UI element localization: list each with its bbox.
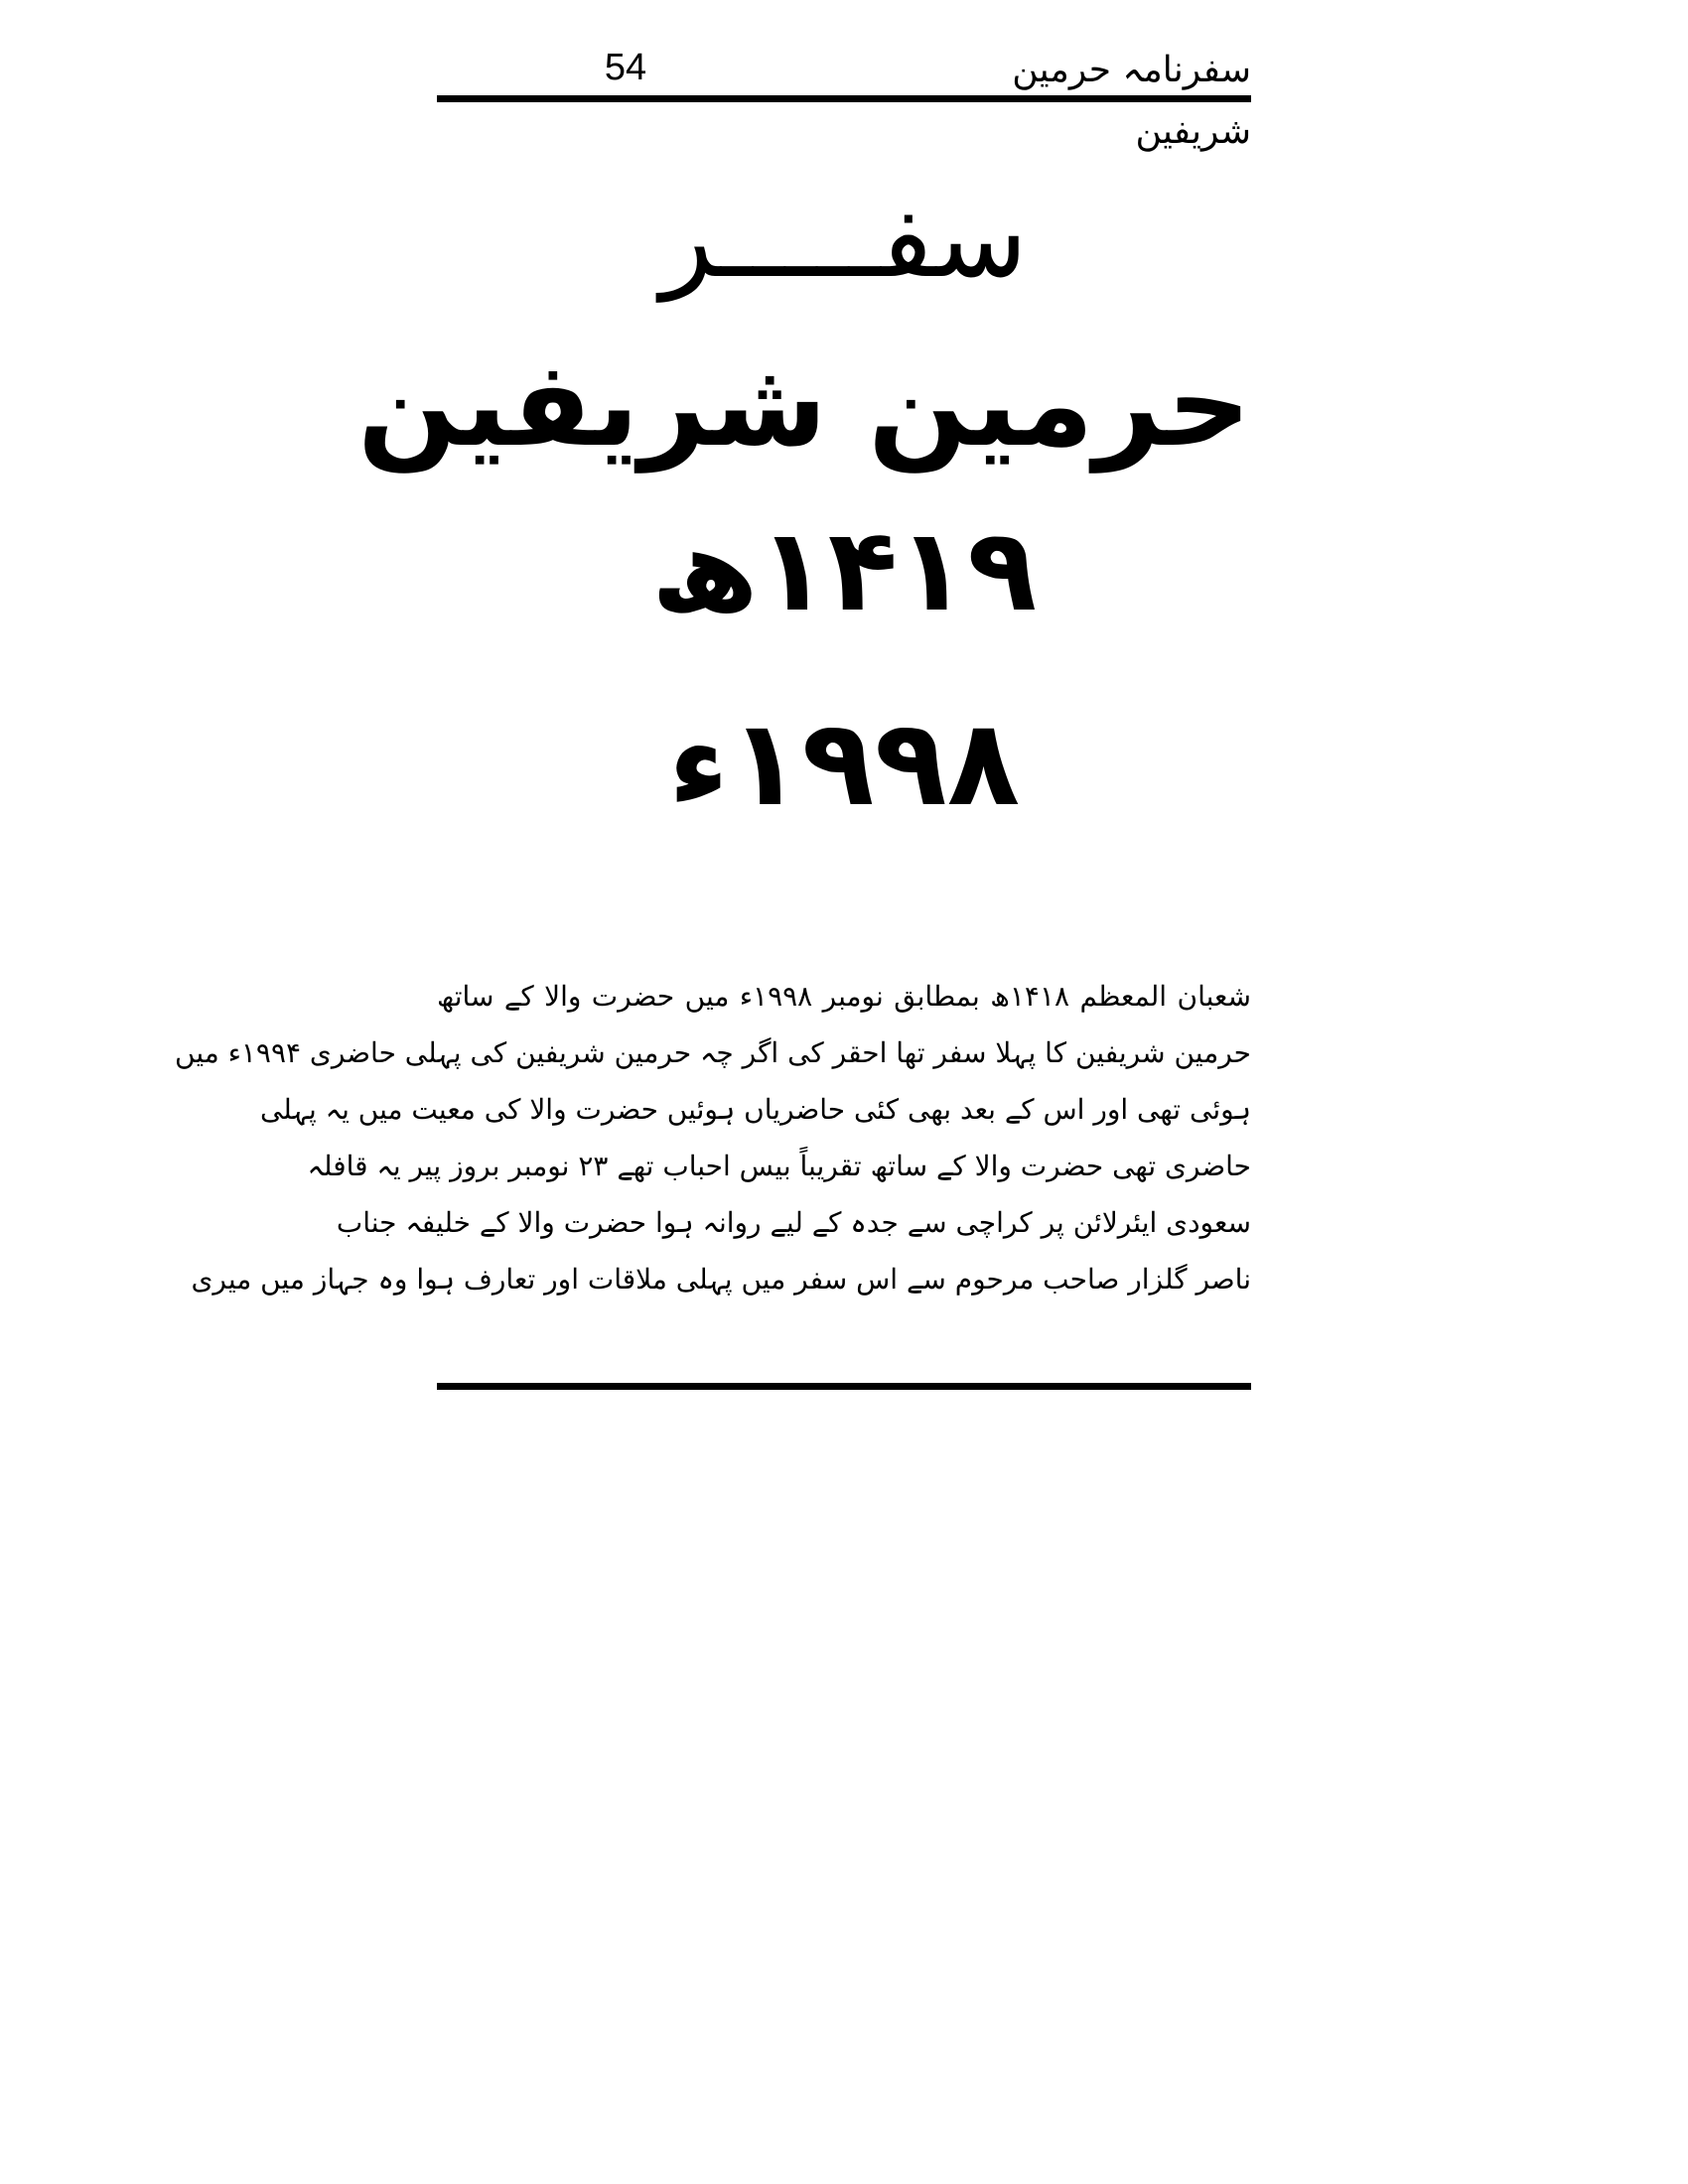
chapter-title-gregorian-year: ۱۹۹۸ء — [667, 695, 1021, 833]
body-line: ہوئی تھی اور اس کے بعد بھی کئی حاضریاں ہوئیں حضرت والا کی معیت میں یہ پہلی — [259, 1093, 1251, 1126]
header-rule — [437, 95, 1251, 102]
chapter-title-safar: سفـــــر — [660, 175, 1028, 302]
body-line: ناصر گلزار صاحب مرحوم سے اس سفر میں پہلی ملاقات اور تعارف ہوا وہ جہاز میں میری — [191, 1263, 1251, 1296]
body-paragraph — [175, 968, 1252, 1307]
body-line: حاضری تھی حضرت والا کے ساتھ تقریباً بیس احباب تھے ۲۳ نومبر بروز پیر یہ قافلہ — [307, 1150, 1251, 1182]
running-header-title: سفرنامہ حرمین شریفین — [1012, 50, 1251, 152]
body-line: حرمین شریفین کا پہلا سفر تھا احقر کی اگر چہ حرمین شریفین کی پہلی حاضری ۱۹۹۴ء میں — [175, 1036, 1251, 1069]
chapter-title-haramain: حرمین شریفین — [357, 336, 1251, 473]
body-line: سعودی ایئرلائن پر کراچی سے جدہ کے لیے روانہ ہوا حضرت والا کے خلیفہ جناب — [336, 1206, 1251, 1239]
footer-rule — [437, 1383, 1251, 1390]
page-number: 54 — [604, 47, 647, 88]
chapter-title-hijri-year: ۱۴۱۹ھ — [650, 504, 1038, 637]
body-line: شعبان المعظم ۱۴۱۸ھ بمطابق نومبر ۱۹۹۸ء میں حضرت والا کے ساتھ — [437, 980, 1252, 1013]
